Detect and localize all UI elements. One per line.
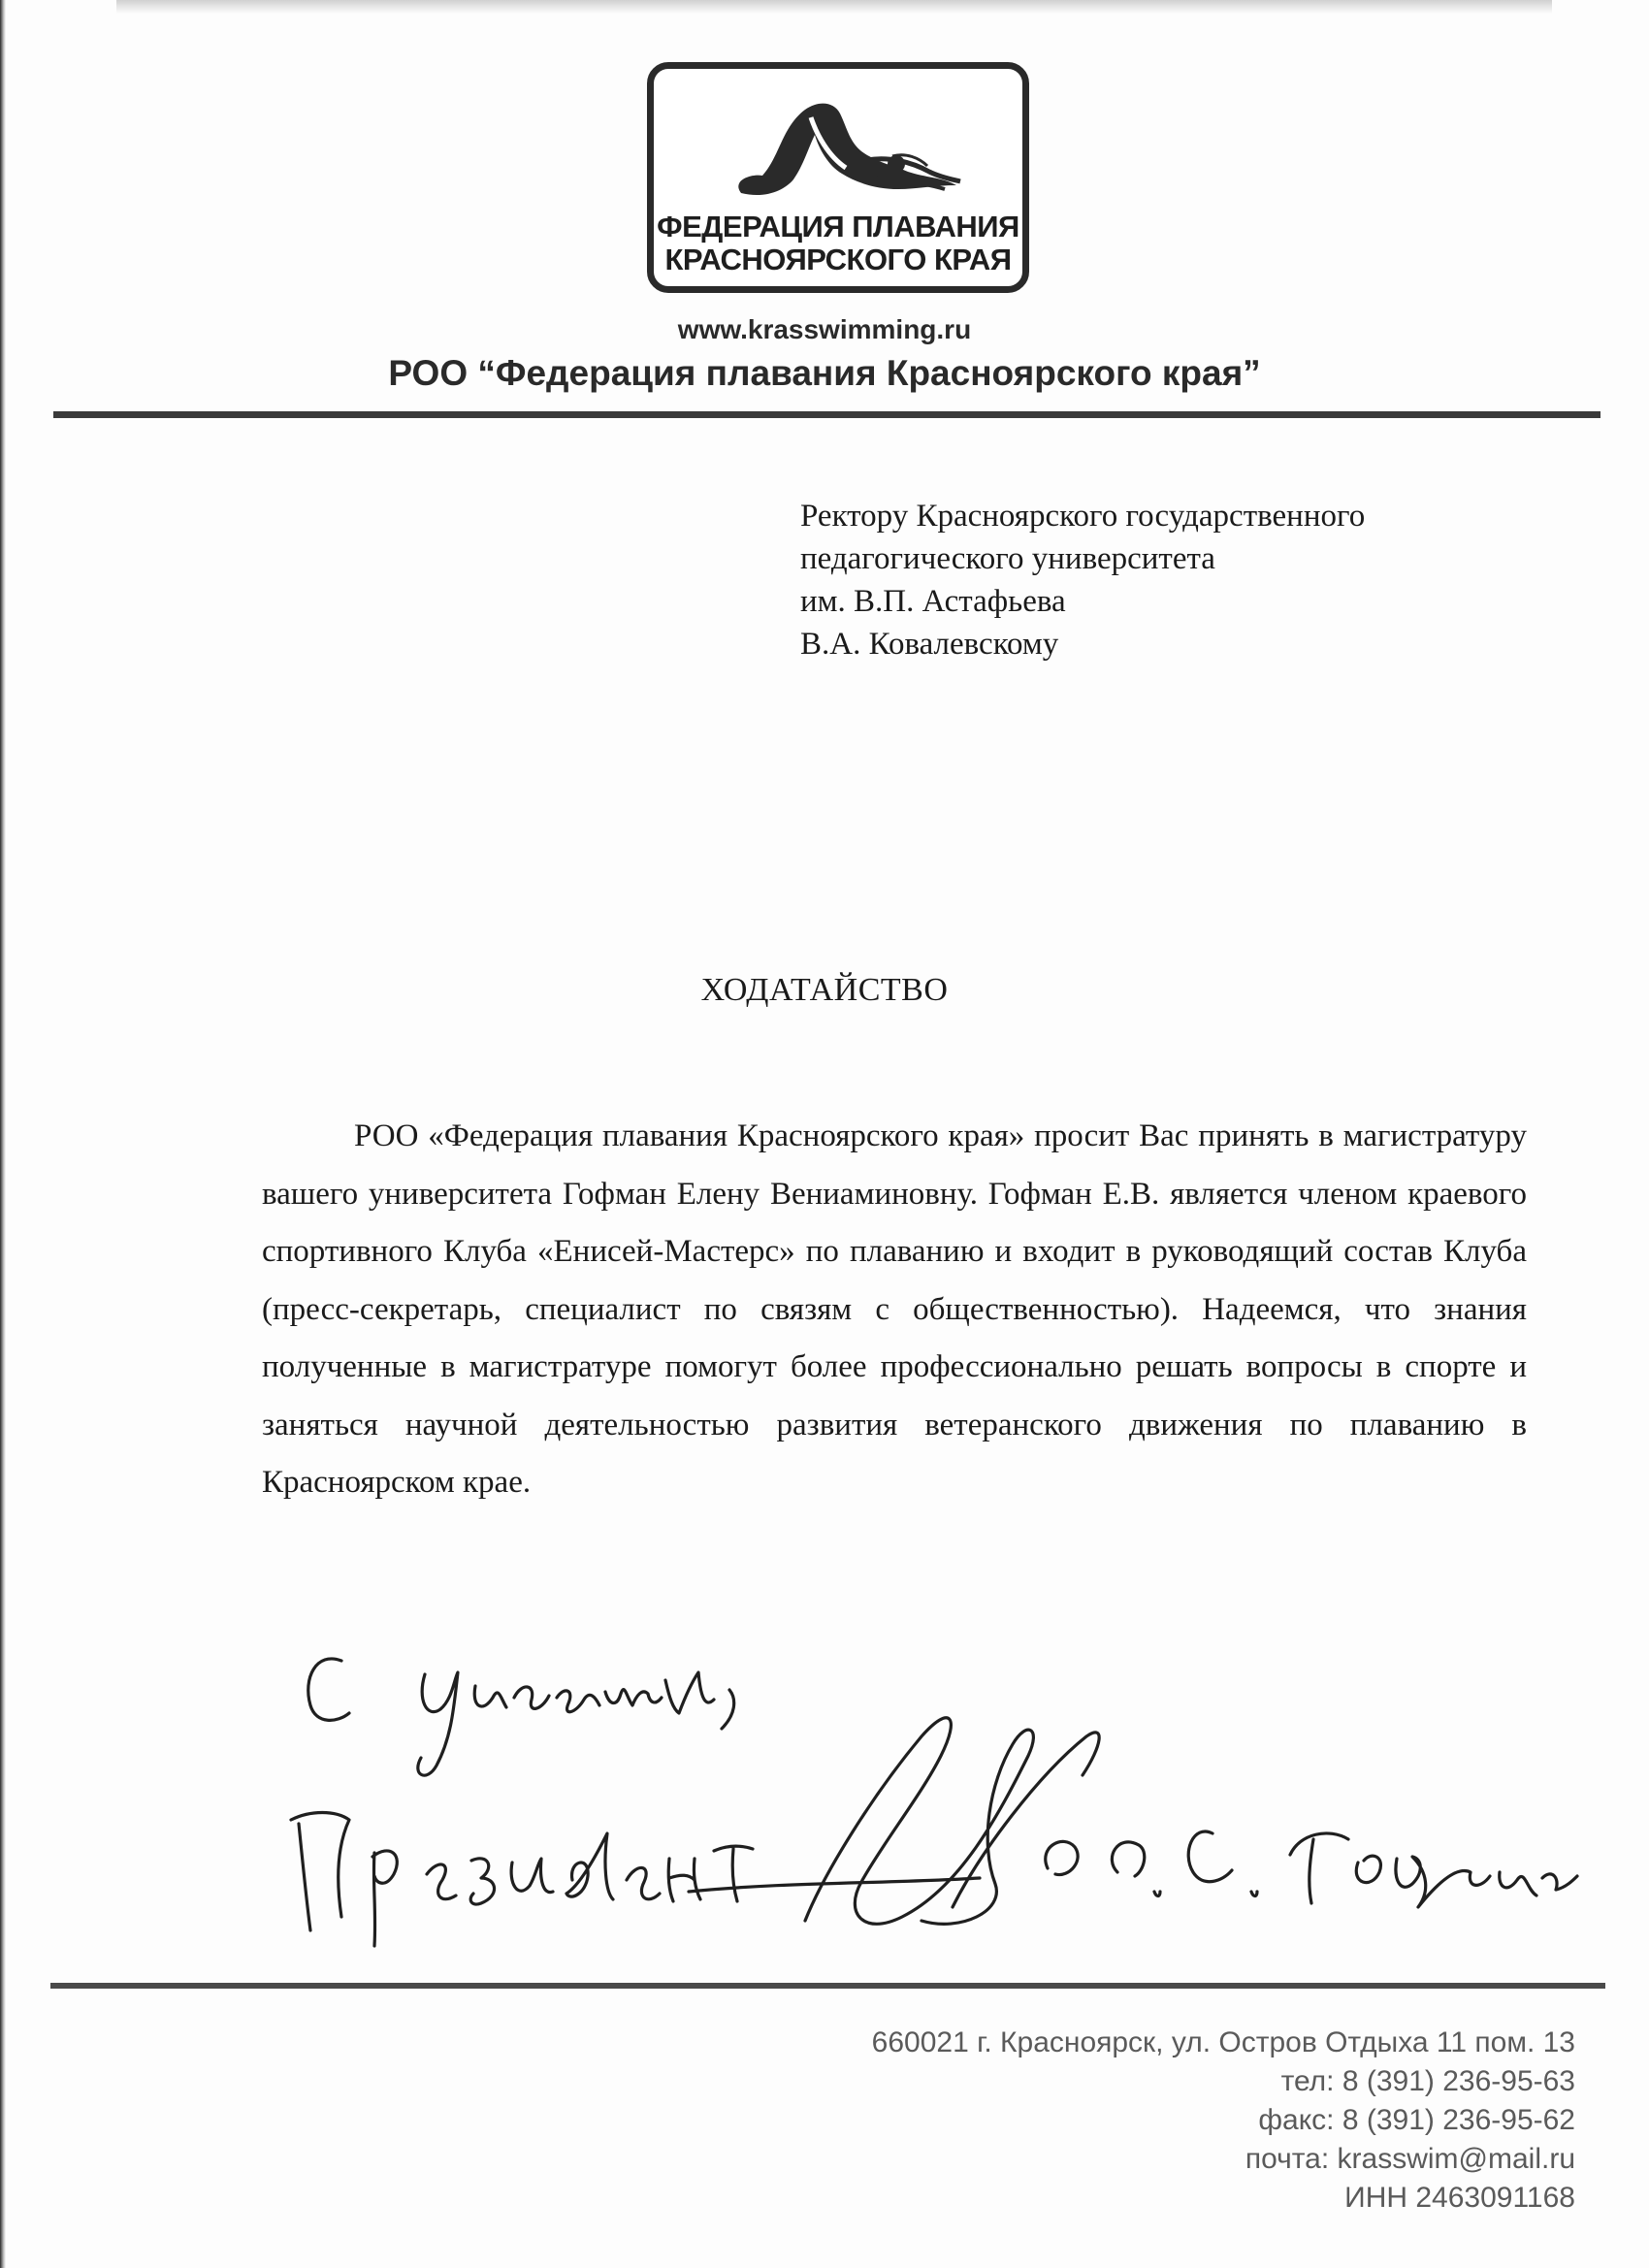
fax-line: факс: 8 (391) 236-95-62 xyxy=(1258,2104,1575,2136)
logo-text-line1: ФЕДЕРАЦИЯ ПЛАВАНИЯ xyxy=(657,210,1019,243)
inn-line: ИНН 2463091168 xyxy=(1344,2182,1575,2214)
document-title: ХОДАТАЙСТВО xyxy=(700,972,949,1008)
contact-block xyxy=(872,2024,1575,2218)
addressee-block xyxy=(800,495,1365,665)
website-link[interactable]: www.krasswimming.ru xyxy=(677,314,972,344)
addressee-line: Ректору Красноярского государственного xyxy=(800,499,1366,534)
email-line[interactable]: почта: krasswim@mail.ru xyxy=(1245,2143,1575,2175)
footer-divider xyxy=(50,1983,1605,1989)
organization-name: РОО “Федерация плавания Красноярского края” xyxy=(388,353,1261,393)
addressee-line: В.А. Ковалевскому xyxy=(800,627,1059,662)
addressee-line: педагогического университета xyxy=(800,541,1215,576)
header-divider xyxy=(53,411,1600,418)
scan-top-shadow xyxy=(116,0,1552,14)
phone-line: тел: 8 (391) 236-95-63 xyxy=(1280,2065,1575,2097)
addressee-line: им. В.П. Астафьева xyxy=(800,584,1066,619)
logo-text-line2: КРАСНОЯРСКОГО КРАЯ xyxy=(664,243,1012,276)
letter-body xyxy=(262,1108,1527,1512)
swimmer-icon xyxy=(722,88,964,205)
handwritten-signature xyxy=(281,1630,1620,1950)
address-line: 660021 г. Красноярск, ул. Остров Отдыха 11 пом. 13 xyxy=(871,2026,1575,2058)
federation-logo xyxy=(647,62,1029,293)
body-paragraph: РОО «Федерация плавания Красноярского края» просит Вас принять в магистратуру вашего университета Гофман Елену Вениаминовну. Гофман Е.В. является членом краевого спортивного Клуба «Енисей-Мастерс» по плаванию и входит в руководящий состав Клуба (пресс-секретарь, специалист по связям с общественностью). Надеемся, что знания полученные в магистратуре помогут более профессионально решать вопросы в спорте и заняться научной деятельностью развития ветеранского движения по плаванию в Красноярском крае. xyxy=(262,1118,1527,1500)
